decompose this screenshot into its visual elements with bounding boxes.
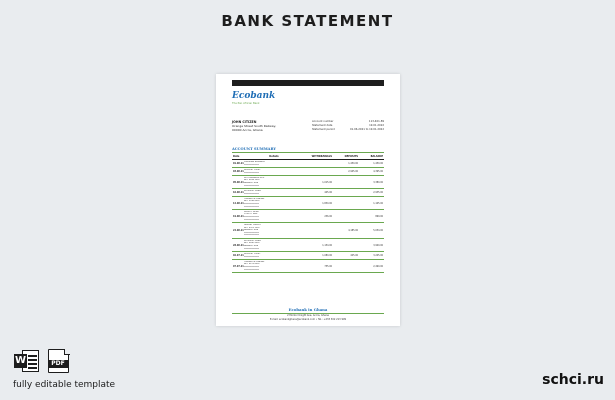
- meta-value: 01.06.2021 to 19.01.2022: [350, 128, 384, 131]
- detail-line: BRANCH 066: [244, 245, 259, 247]
- column-header-details: Details: [269, 155, 279, 158]
- meta-row: [312, 128, 384, 132]
- word-badge: W: [14, 355, 27, 366]
- cell-date: 10.06.21: [233, 191, 244, 194]
- statement-document: [216, 74, 400, 326]
- footer-divider: [232, 313, 384, 314]
- table-row: [232, 239, 384, 252]
- cell-date: 14.06.21: [233, 201, 244, 205]
- cell-date: 05.06.21: [233, 180, 244, 184]
- detail-line: REF 4471 ACC: [244, 226, 260, 229]
- detail-line: XXXXXXXXXX: [244, 192, 259, 195]
- detail-line: SALARY CREDIT: [244, 224, 262, 227]
- detail-line: REF 1198 ACC: [244, 200, 260, 203]
- detail-line: TRANSFER ONLINE: [244, 260, 265, 263]
- detail-line: XXXXXXXXXX: [244, 205, 259, 208]
- cell-withdrawals: 236.00: [324, 214, 332, 218]
- customer-block: [232, 120, 276, 132]
- detail-line: UTILITY BILL: [244, 213, 258, 216]
- cell-date: 24.06.21: [233, 229, 244, 232]
- table-row: [232, 223, 384, 239]
- table-row: [232, 210, 384, 223]
- column-header-balance: BALANCE: [370, 155, 383, 158]
- cell-balance: 3,380.00: [373, 180, 383, 184]
- meta-value: 113-401-89: [368, 120, 384, 123]
- detail-line: DEPOSIT CASH: [244, 168, 261, 171]
- footer-contact: E-mail: ecobankghana@ecobank.com • Tel.: +233 302 213 999: [269, 318, 347, 321]
- cell-date: 03.06.21: [233, 170, 244, 173]
- cell-balance: 1,450.00: [373, 162, 383, 165]
- footer-title: Ecobank in Ghana: [288, 307, 328, 312]
- cell-withdrawals: 445.00: [324, 191, 332, 194]
- column-header-date: Date: [233, 155, 240, 158]
- table-row: [232, 252, 384, 260]
- detail-line: BRANCH 066: [244, 182, 259, 184]
- document-header-bar: [232, 80, 384, 86]
- cell-details: [244, 211, 304, 221]
- table-body: [232, 160, 384, 273]
- detail-line: XXXXXXXXXX: [244, 216, 259, 218]
- cell-balance: 4,395.00: [373, 170, 383, 173]
- meta-label: Account number: [312, 120, 334, 123]
- statement-meta: [312, 120, 384, 132]
- transactions-table: [232, 154, 384, 273]
- meta-label: Statement period: [312, 128, 335, 131]
- detail-line: XXXXXXXXXX: [244, 163, 259, 166]
- section-divider: [232, 152, 384, 153]
- footer-address: 2 Morkor Knight Ave, Accra, Ghana: [287, 314, 329, 317]
- detail-line: OPENING BALANCE: [244, 160, 266, 163]
- detail-line: XXXXXXXXXX: [244, 255, 259, 258]
- cell-withdrawals: 1,080.00: [322, 254, 332, 257]
- cell-withdrawals: 1,830.00: [322, 201, 332, 205]
- detail-line: XXXXXXXXXX: [244, 184, 259, 187]
- cell-balance: 1,105.00: [373, 201, 383, 205]
- cell-details: [244, 198, 304, 208]
- meta-label: Statement date: [312, 124, 333, 127]
- detail-line: XXXXXXXXXX: [244, 247, 259, 250]
- detail-line: BRANCH 066: [244, 229, 259, 232]
- table-row: [232, 168, 384, 176]
- detail-line: XXXXXXXXXX: [244, 218, 259, 221]
- cell-date: 28.06.21: [233, 243, 244, 247]
- cell-date: 19.06.21: [233, 214, 244, 218]
- cell-details: [244, 161, 304, 166]
- detail-line: PAYMENT CARD: [244, 189, 262, 192]
- format-icons: [14, 349, 69, 373]
- customer-address-line-2: 00000 Accra, Ghana: [232, 128, 263, 132]
- cell-deposits: 2,945.00: [348, 170, 358, 173]
- table-row: [232, 160, 384, 168]
- detail-line: XXXXXXXXXX: [244, 203, 259, 205]
- meta-value: 19.01.2022: [369, 124, 384, 127]
- pdf-label: PDF: [48, 360, 69, 368]
- cell-balance: 3,900.00: [373, 243, 383, 247]
- cell-balance: 869.00: [375, 214, 383, 218]
- cell-balance: 2,490.00: [373, 264, 383, 268]
- table-row: [232, 176, 384, 189]
- cell-date: 01.06.21: [233, 162, 244, 165]
- detail-line: DEPOSIT CASH: [244, 252, 261, 255]
- detail-line: XXXXXXXXXX: [244, 268, 259, 271]
- cell-details: [244, 169, 304, 174]
- cell-deposits: 4,185.00: [348, 229, 358, 232]
- bank-tagline: The Pan African Bank: [232, 102, 260, 105]
- cell-details: [244, 261, 304, 271]
- detail-line: WITHDRAWAL ATM: [244, 176, 265, 179]
- pdf-document-icon: [48, 349, 69, 373]
- column-header-deposits: DEPOSITS: [344, 155, 358, 158]
- detail-line: TRANSFER ONLINE: [244, 197, 265, 200]
- cell-details: [244, 240, 304, 250]
- detail-line: XXXXXXXXXX: [244, 234, 259, 237]
- detail-line: REF 2276 ACC: [244, 263, 260, 266]
- cell-withdrawals: 1,154.00: [322, 243, 332, 247]
- table-row: [232, 260, 384, 273]
- cell-details: [244, 224, 304, 237]
- cell-date: 02.07.21: [233, 254, 244, 257]
- brand-watermark: schci.ru: [542, 372, 604, 388]
- detail-line: DIRECT DEBIT: [244, 210, 260, 213]
- section-title: ACCOUNT SUMMARY: [232, 147, 276, 151]
- column-header-withdrawals: WITHDRAWALS: [311, 155, 332, 158]
- cell-balance: 2,935.00: [373, 191, 383, 194]
- table-row: [232, 189, 384, 197]
- cell-deposits: 425.00: [350, 254, 358, 257]
- cell-withdrawals: 755.00: [324, 264, 332, 268]
- editable-template-label: fully editable template: [13, 380, 116, 390]
- cell-balance: 3,245.00: [373, 254, 383, 257]
- cell-details: [244, 190, 304, 195]
- customer-name: JOHN CITIZEN: [232, 120, 257, 124]
- detail-line: XXXXXXXXXX: [244, 171, 259, 174]
- bank-logo: Ecobank: [232, 91, 276, 101]
- cell-date: 07.07.21: [233, 264, 244, 268]
- cell-balance: 5,054.00: [373, 229, 383, 232]
- detail-line: REF 0093 ACC: [244, 242, 260, 245]
- page-title: BANK STATEMENT: [221, 12, 394, 30]
- word-document-icon: [14, 349, 40, 373]
- detail-line: XXXXXXXXXX: [244, 231, 259, 234]
- detail-line: REF 0012 ACC: [244, 179, 260, 182]
- table-row: [232, 197, 384, 210]
- detail-line: XXXXXXXXXX: [244, 266, 259, 268]
- cell-deposits: 1,450.00: [348, 162, 358, 165]
- detail-line: PAYMENT CARD: [244, 239, 262, 242]
- cell-withdrawals: 1,015.00: [322, 180, 332, 184]
- pdf-corner-fold: [64, 349, 70, 355]
- cell-details: [244, 253, 304, 258]
- customer-address-line-1: Orange Street South Railway,: [232, 124, 277, 128]
- cell-details: [244, 177, 304, 187]
